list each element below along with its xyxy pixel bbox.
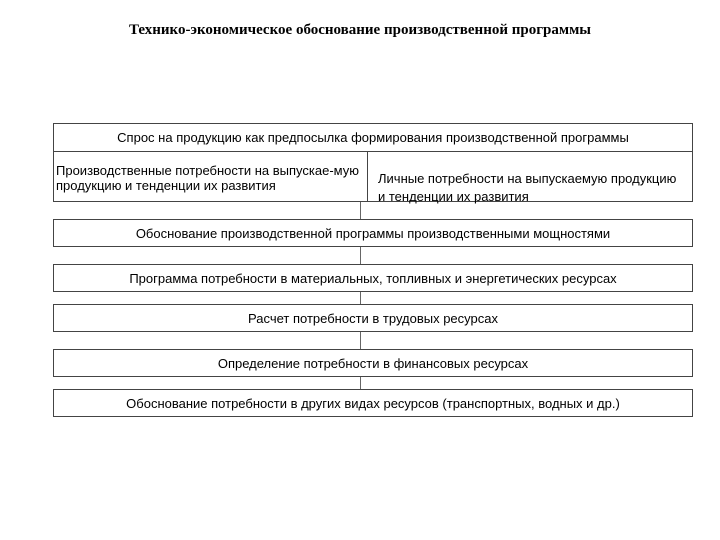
step-labor: Расчет потребности в трудовых ресурсах [53, 304, 693, 332]
page-title: Технико-экономическое обоснование производственной программы [128, 22, 592, 38]
step-capacity: Обоснование производственной программы производственными мощностями [53, 219, 693, 247]
step-materials: Программа потребности в материальных, топливных и энергетических ресурсах [53, 264, 693, 292]
step-other: Обоснование потребности в других видах ресурсов (транспортных, водных и др.) [53, 389, 693, 417]
demand-box: Спрос на продукцию как предпосылка формирования производственной программы [53, 123, 693, 152]
step-finance: Определение потребности в финансовых ресурсах [53, 349, 693, 377]
production-needs-box: Производственные потребности на выпускае-мую продукцию и тенденции их развития [53, 151, 368, 202]
personal-needs-box: Личные потребности на выпускаемую продукцию и тенденции их развития [367, 151, 693, 202]
